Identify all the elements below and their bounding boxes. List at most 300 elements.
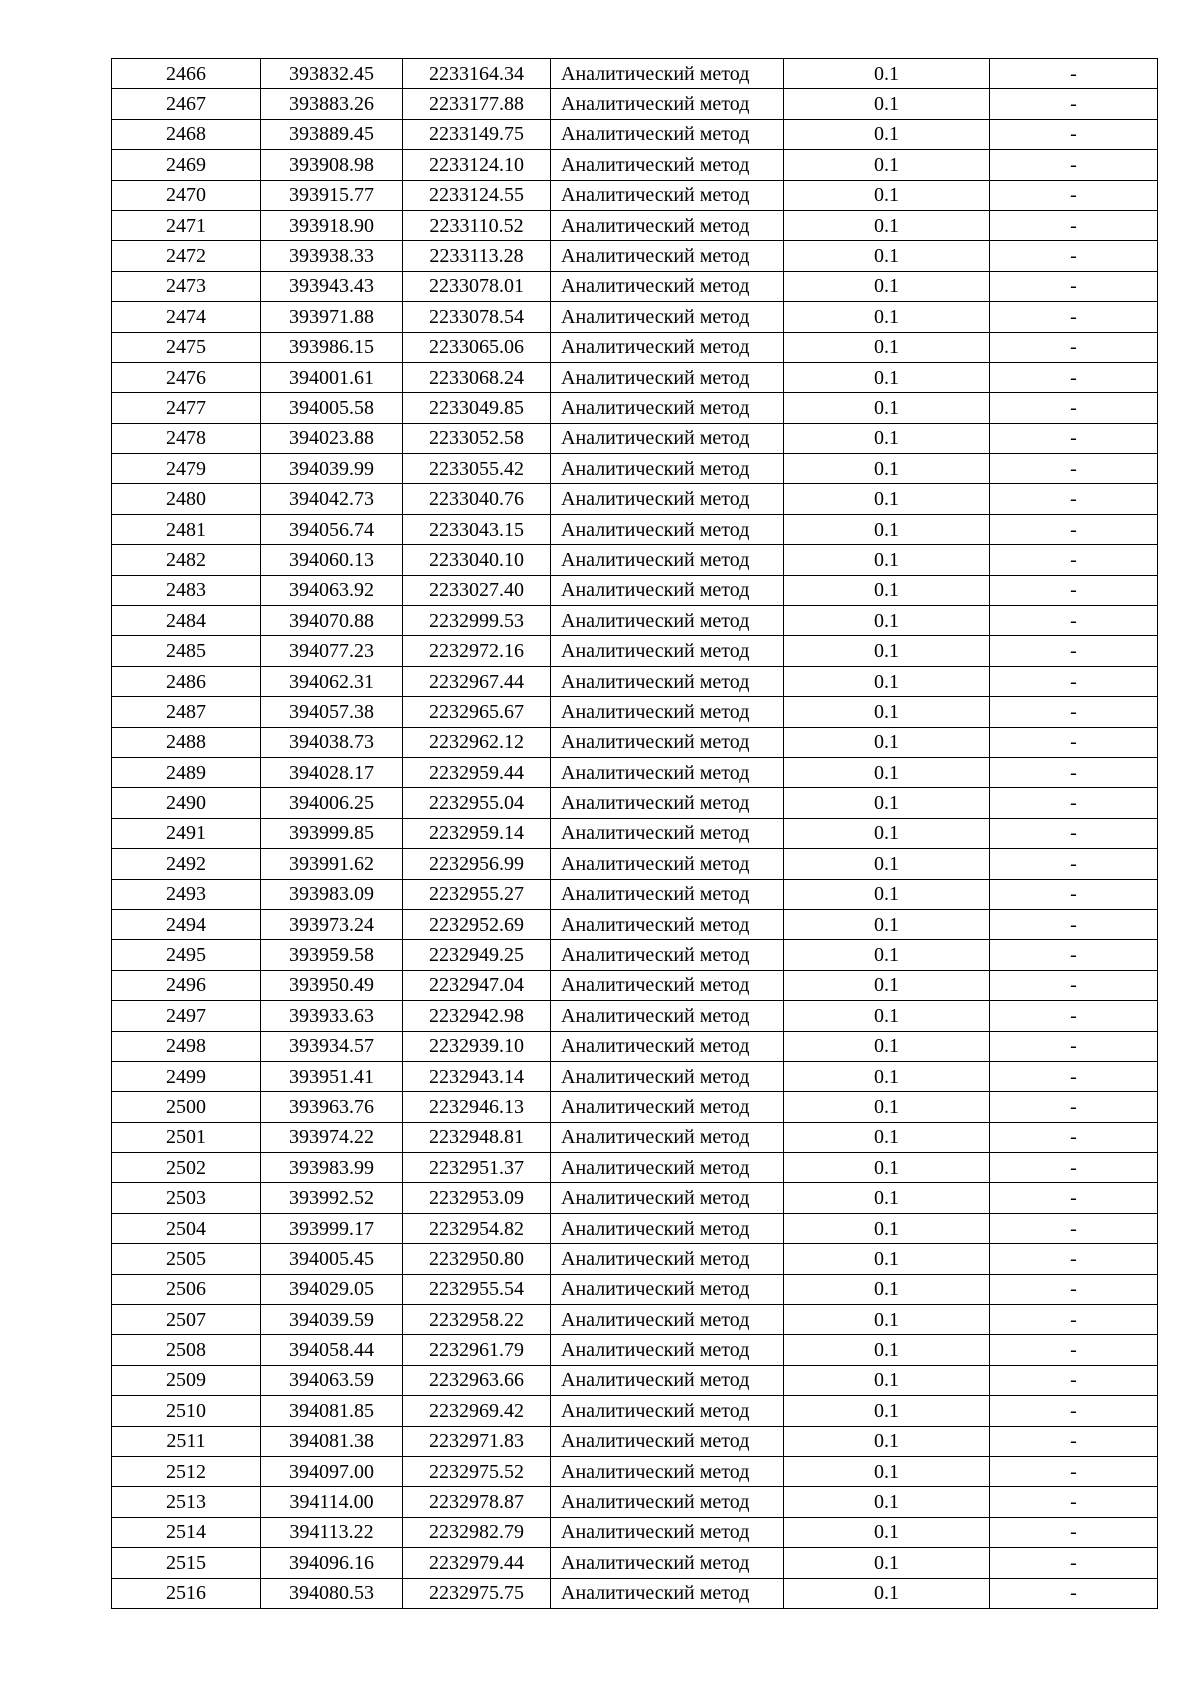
method-cell: Аналитический метод bbox=[551, 575, 784, 605]
description-cell: - bbox=[990, 332, 1158, 362]
description-cell: - bbox=[990, 1183, 1158, 1213]
point-number-cell: 2504 bbox=[112, 1213, 261, 1243]
accuracy-cell: 0.1 bbox=[784, 1335, 990, 1365]
x-coordinate-cell: 393918.90 bbox=[261, 210, 403, 240]
method-cell: Аналитический метод bbox=[551, 59, 784, 89]
x-coordinate-cell: 394081.85 bbox=[261, 1396, 403, 1426]
point-number-cell: 2516 bbox=[112, 1578, 261, 1608]
point-number-cell: 2510 bbox=[112, 1396, 261, 1426]
y-coordinate-cell: 2233124.55 bbox=[403, 180, 551, 210]
accuracy-cell: 0.1 bbox=[784, 1274, 990, 1304]
table-row bbox=[112, 879, 1158, 909]
x-coordinate-cell: 394042.73 bbox=[261, 484, 403, 514]
x-coordinate-cell: 393971.88 bbox=[261, 302, 403, 332]
x-coordinate-cell: 394039.59 bbox=[261, 1305, 403, 1335]
description-cell: - bbox=[990, 1001, 1158, 1031]
point-number-cell: 2490 bbox=[112, 788, 261, 818]
point-number-cell: 2496 bbox=[112, 970, 261, 1000]
y-coordinate-cell: 2233043.15 bbox=[403, 514, 551, 544]
x-coordinate-cell: 394028.17 bbox=[261, 757, 403, 787]
point-number-cell: 2478 bbox=[112, 423, 261, 453]
accuracy-cell: 0.1 bbox=[784, 636, 990, 666]
accuracy-cell: 0.1 bbox=[784, 788, 990, 818]
point-number-cell: 2506 bbox=[112, 1274, 261, 1304]
method-cell: Аналитический метод bbox=[551, 1122, 784, 1152]
point-number-cell: 2507 bbox=[112, 1305, 261, 1335]
y-coordinate-cell: 2232975.75 bbox=[403, 1578, 551, 1608]
y-coordinate-cell: 2232951.37 bbox=[403, 1153, 551, 1183]
table-row bbox=[112, 1122, 1158, 1152]
description-cell: - bbox=[990, 180, 1158, 210]
table-row bbox=[112, 727, 1158, 757]
x-coordinate-cell: 393951.41 bbox=[261, 1061, 403, 1091]
table-row bbox=[112, 1578, 1158, 1608]
accuracy-cell: 0.1 bbox=[784, 1305, 990, 1335]
description-cell: - bbox=[990, 636, 1158, 666]
y-coordinate-cell: 2233110.52 bbox=[403, 210, 551, 240]
description-cell: - bbox=[990, 1548, 1158, 1578]
method-cell: Аналитический метод bbox=[551, 1426, 784, 1456]
y-coordinate-cell: 2232943.14 bbox=[403, 1061, 551, 1091]
table-row bbox=[112, 1031, 1158, 1061]
point-number-cell: 2508 bbox=[112, 1335, 261, 1365]
y-coordinate-cell: 2233049.85 bbox=[403, 393, 551, 423]
method-cell: Аналитический метод bbox=[551, 302, 784, 332]
point-number-cell: 2482 bbox=[112, 545, 261, 575]
y-coordinate-cell: 2232948.81 bbox=[403, 1122, 551, 1152]
accuracy-cell: 0.1 bbox=[784, 666, 990, 696]
table-row bbox=[112, 1274, 1158, 1304]
y-coordinate-cell: 2233124.10 bbox=[403, 150, 551, 180]
x-coordinate-cell: 393883.26 bbox=[261, 89, 403, 119]
y-coordinate-cell: 2232955.04 bbox=[403, 788, 551, 818]
point-number-cell: 2476 bbox=[112, 362, 261, 392]
accuracy-cell: 0.1 bbox=[784, 1092, 990, 1122]
x-coordinate-cell: 393938.33 bbox=[261, 241, 403, 271]
method-cell: Аналитический метод bbox=[551, 1213, 784, 1243]
y-coordinate-cell: 2232956.99 bbox=[403, 849, 551, 879]
point-number-cell: 2466 bbox=[112, 59, 261, 89]
accuracy-cell: 0.1 bbox=[784, 393, 990, 423]
point-number-cell: 2503 bbox=[112, 1183, 261, 1213]
point-number-cell: 2474 bbox=[112, 302, 261, 332]
method-cell: Аналитический метод bbox=[551, 940, 784, 970]
x-coordinate-cell: 394062.31 bbox=[261, 666, 403, 696]
point-number-cell: 2471 bbox=[112, 210, 261, 240]
x-coordinate-cell: 394096.16 bbox=[261, 1548, 403, 1578]
y-coordinate-cell: 2232999.53 bbox=[403, 606, 551, 636]
y-coordinate-cell: 2232958.22 bbox=[403, 1305, 551, 1335]
method-cell: Аналитический метод bbox=[551, 1456, 784, 1486]
accuracy-cell: 0.1 bbox=[784, 1153, 990, 1183]
y-coordinate-cell: 2232971.83 bbox=[403, 1426, 551, 1456]
x-coordinate-cell: 393999.85 bbox=[261, 818, 403, 848]
table-row bbox=[112, 1183, 1158, 1213]
y-coordinate-cell: 2232963.66 bbox=[403, 1365, 551, 1395]
table-row bbox=[112, 818, 1158, 848]
accuracy-cell: 0.1 bbox=[784, 423, 990, 453]
y-coordinate-cell: 2232947.04 bbox=[403, 970, 551, 1000]
table-row bbox=[112, 1092, 1158, 1122]
y-coordinate-cell: 2232982.79 bbox=[403, 1517, 551, 1547]
method-cell: Аналитический метод bbox=[551, 1305, 784, 1335]
table-row bbox=[112, 119, 1158, 149]
point-number-cell: 2467 bbox=[112, 89, 261, 119]
accuracy-cell: 0.1 bbox=[784, 332, 990, 362]
description-cell: - bbox=[990, 454, 1158, 484]
table-row bbox=[112, 89, 1158, 119]
point-number-cell: 2500 bbox=[112, 1092, 261, 1122]
x-coordinate-cell: 394038.73 bbox=[261, 727, 403, 757]
accuracy-cell: 0.1 bbox=[784, 180, 990, 210]
description-cell: - bbox=[990, 1578, 1158, 1608]
method-cell: Аналитический метод bbox=[551, 970, 784, 1000]
table-row bbox=[112, 1548, 1158, 1578]
accuracy-cell: 0.1 bbox=[784, 271, 990, 301]
description-cell: - bbox=[990, 271, 1158, 301]
accuracy-cell: 0.1 bbox=[784, 970, 990, 1000]
table-body bbox=[112, 59, 1158, 1609]
point-number-cell: 2494 bbox=[112, 909, 261, 939]
description-cell: - bbox=[990, 484, 1158, 514]
method-cell: Аналитический метод bbox=[551, 1578, 784, 1608]
accuracy-cell: 0.1 bbox=[784, 909, 990, 939]
table-row bbox=[112, 666, 1158, 696]
method-cell: Аналитический метод bbox=[551, 1517, 784, 1547]
table-row bbox=[112, 210, 1158, 240]
accuracy-cell: 0.1 bbox=[784, 484, 990, 514]
accuracy-cell: 0.1 bbox=[784, 1061, 990, 1091]
description-cell: - bbox=[990, 849, 1158, 879]
point-number-cell: 2484 bbox=[112, 606, 261, 636]
method-cell: Аналитический метод bbox=[551, 210, 784, 240]
point-number-cell: 2477 bbox=[112, 393, 261, 423]
x-coordinate-cell: 394063.92 bbox=[261, 575, 403, 605]
point-number-cell: 2473 bbox=[112, 271, 261, 301]
table-row bbox=[112, 180, 1158, 210]
description-cell: - bbox=[990, 241, 1158, 271]
x-coordinate-cell: 394060.13 bbox=[261, 545, 403, 575]
y-coordinate-cell: 2233065.06 bbox=[403, 332, 551, 362]
y-coordinate-cell: 2233078.54 bbox=[403, 302, 551, 332]
description-cell: - bbox=[990, 210, 1158, 240]
method-cell: Аналитический метод bbox=[551, 1183, 784, 1213]
description-cell: - bbox=[990, 1487, 1158, 1517]
x-coordinate-cell: 394001.61 bbox=[261, 362, 403, 392]
accuracy-cell: 0.1 bbox=[784, 879, 990, 909]
method-cell: Аналитический метод bbox=[551, 1001, 784, 1031]
accuracy-cell: 0.1 bbox=[784, 89, 990, 119]
point-number-cell: 2479 bbox=[112, 454, 261, 484]
y-coordinate-cell: 2232946.13 bbox=[403, 1092, 551, 1122]
description-cell: - bbox=[990, 1274, 1158, 1304]
accuracy-cell: 0.1 bbox=[784, 1244, 990, 1274]
point-number-cell: 2475 bbox=[112, 332, 261, 362]
accuracy-cell: 0.1 bbox=[784, 1426, 990, 1456]
description-cell: - bbox=[990, 697, 1158, 727]
point-number-cell: 2511 bbox=[112, 1426, 261, 1456]
table-row bbox=[112, 514, 1158, 544]
method-cell: Аналитический метод bbox=[551, 484, 784, 514]
y-coordinate-cell: 2233040.10 bbox=[403, 545, 551, 575]
description-cell: - bbox=[990, 1456, 1158, 1486]
x-coordinate-cell: 394058.44 bbox=[261, 1335, 403, 1365]
accuracy-cell: 0.1 bbox=[784, 1396, 990, 1426]
x-coordinate-cell: 394006.25 bbox=[261, 788, 403, 818]
table-row bbox=[112, 1244, 1158, 1274]
x-coordinate-cell: 394070.88 bbox=[261, 606, 403, 636]
table-row bbox=[112, 241, 1158, 271]
table-row bbox=[112, 940, 1158, 970]
y-coordinate-cell: 2233052.58 bbox=[403, 423, 551, 453]
method-cell: Аналитический метод bbox=[551, 666, 784, 696]
accuracy-cell: 0.1 bbox=[784, 818, 990, 848]
x-coordinate-cell: 394113.22 bbox=[261, 1517, 403, 1547]
method-cell: Аналитический метод bbox=[551, 1335, 784, 1365]
accuracy-cell: 0.1 bbox=[784, 575, 990, 605]
y-coordinate-cell: 2232978.87 bbox=[403, 1487, 551, 1517]
point-number-cell: 2512 bbox=[112, 1456, 261, 1486]
point-number-cell: 2481 bbox=[112, 514, 261, 544]
accuracy-cell: 0.1 bbox=[784, 150, 990, 180]
point-number-cell: 2491 bbox=[112, 818, 261, 848]
description-cell: - bbox=[990, 575, 1158, 605]
table-row bbox=[112, 1335, 1158, 1365]
method-cell: Аналитический метод bbox=[551, 332, 784, 362]
table-row bbox=[112, 1487, 1158, 1517]
method-cell: Аналитический метод bbox=[551, 1396, 784, 1426]
description-cell: - bbox=[990, 1153, 1158, 1183]
x-coordinate-cell: 393950.49 bbox=[261, 970, 403, 1000]
x-coordinate-cell: 394063.59 bbox=[261, 1365, 403, 1395]
point-number-cell: 2470 bbox=[112, 180, 261, 210]
description-cell: - bbox=[990, 89, 1158, 119]
point-number-cell: 2515 bbox=[112, 1548, 261, 1578]
y-coordinate-cell: 2233149.75 bbox=[403, 119, 551, 149]
point-number-cell: 2509 bbox=[112, 1365, 261, 1395]
x-coordinate-cell: 393974.22 bbox=[261, 1122, 403, 1152]
point-number-cell: 2483 bbox=[112, 575, 261, 605]
method-cell: Аналитический метод bbox=[551, 1244, 784, 1274]
description-cell: - bbox=[990, 1365, 1158, 1395]
method-cell: Аналитический метод bbox=[551, 393, 784, 423]
accuracy-cell: 0.1 bbox=[784, 545, 990, 575]
point-number-cell: 2505 bbox=[112, 1244, 261, 1274]
accuracy-cell: 0.1 bbox=[784, 1122, 990, 1152]
description-cell: - bbox=[990, 362, 1158, 392]
point-number-cell: 2485 bbox=[112, 636, 261, 666]
accuracy-cell: 0.1 bbox=[784, 1578, 990, 1608]
y-coordinate-cell: 2232959.44 bbox=[403, 757, 551, 787]
table-row bbox=[112, 1061, 1158, 1091]
y-coordinate-cell: 2232939.10 bbox=[403, 1031, 551, 1061]
x-coordinate-cell: 393992.52 bbox=[261, 1183, 403, 1213]
method-cell: Аналитический метод bbox=[551, 727, 784, 757]
table-row bbox=[112, 697, 1158, 727]
table-row bbox=[112, 1456, 1158, 1486]
description-cell: - bbox=[990, 302, 1158, 332]
accuracy-cell: 0.1 bbox=[784, 606, 990, 636]
y-coordinate-cell: 2232979.44 bbox=[403, 1548, 551, 1578]
method-cell: Аналитический метод bbox=[551, 1153, 784, 1183]
y-coordinate-cell: 2233078.01 bbox=[403, 271, 551, 301]
method-cell: Аналитический метод bbox=[551, 454, 784, 484]
table-row bbox=[112, 575, 1158, 605]
point-number-cell: 2487 bbox=[112, 697, 261, 727]
description-cell: - bbox=[990, 666, 1158, 696]
y-coordinate-cell: 2232952.69 bbox=[403, 909, 551, 939]
x-coordinate-cell: 393983.99 bbox=[261, 1153, 403, 1183]
x-coordinate-cell: 394077.23 bbox=[261, 636, 403, 666]
table-row bbox=[112, 362, 1158, 392]
x-coordinate-cell: 394023.88 bbox=[261, 423, 403, 453]
x-coordinate-cell: 393934.57 bbox=[261, 1031, 403, 1061]
table-row bbox=[112, 271, 1158, 301]
y-coordinate-cell: 2232972.16 bbox=[403, 636, 551, 666]
y-coordinate-cell: 2233113.28 bbox=[403, 241, 551, 271]
method-cell: Аналитический метод bbox=[551, 89, 784, 119]
x-coordinate-cell: 394029.05 bbox=[261, 1274, 403, 1304]
point-number-cell: 2480 bbox=[112, 484, 261, 514]
accuracy-cell: 0.1 bbox=[784, 849, 990, 879]
y-coordinate-cell: 2232962.12 bbox=[403, 727, 551, 757]
table-row bbox=[112, 849, 1158, 879]
x-coordinate-cell: 394097.00 bbox=[261, 1456, 403, 1486]
method-cell: Аналитический метод bbox=[551, 697, 784, 727]
y-coordinate-cell: 2232961.79 bbox=[403, 1335, 551, 1365]
description-cell: - bbox=[990, 423, 1158, 453]
method-cell: Аналитический метод bbox=[551, 1548, 784, 1578]
y-coordinate-cell: 2232949.25 bbox=[403, 940, 551, 970]
y-coordinate-cell: 2233055.42 bbox=[403, 454, 551, 484]
table-row bbox=[112, 332, 1158, 362]
method-cell: Аналитический метод bbox=[551, 1365, 784, 1395]
y-coordinate-cell: 2232955.54 bbox=[403, 1274, 551, 1304]
table-row bbox=[112, 393, 1158, 423]
point-number-cell: 2498 bbox=[112, 1031, 261, 1061]
x-coordinate-cell: 394057.38 bbox=[261, 697, 403, 727]
y-coordinate-cell: 2233027.40 bbox=[403, 575, 551, 605]
method-cell: Аналитический метод bbox=[551, 545, 784, 575]
description-cell: - bbox=[990, 1061, 1158, 1091]
x-coordinate-cell: 393889.45 bbox=[261, 119, 403, 149]
method-cell: Аналитический метод bbox=[551, 1061, 784, 1091]
table-row bbox=[112, 484, 1158, 514]
point-number-cell: 2514 bbox=[112, 1517, 261, 1547]
x-coordinate-cell: 394114.00 bbox=[261, 1487, 403, 1517]
point-number-cell: 2468 bbox=[112, 119, 261, 149]
table-row bbox=[112, 606, 1158, 636]
accuracy-cell: 0.1 bbox=[784, 210, 990, 240]
x-coordinate-cell: 394080.53 bbox=[261, 1578, 403, 1608]
table-row bbox=[112, 788, 1158, 818]
x-coordinate-cell: 394005.58 bbox=[261, 393, 403, 423]
table-row bbox=[112, 636, 1158, 666]
table-row bbox=[112, 1517, 1158, 1547]
description-cell: - bbox=[990, 545, 1158, 575]
description-cell: - bbox=[990, 940, 1158, 970]
table-row bbox=[112, 1365, 1158, 1395]
x-coordinate-cell: 393983.09 bbox=[261, 879, 403, 909]
x-coordinate-cell: 393986.15 bbox=[261, 332, 403, 362]
point-number-cell: 2488 bbox=[112, 727, 261, 757]
description-cell: - bbox=[990, 1305, 1158, 1335]
method-cell: Аналитический метод bbox=[551, 636, 784, 666]
description-cell: - bbox=[990, 909, 1158, 939]
table-row bbox=[112, 970, 1158, 1000]
method-cell: Аналитический метод bbox=[551, 818, 784, 848]
accuracy-cell: 0.1 bbox=[784, 1213, 990, 1243]
table-row bbox=[112, 423, 1158, 453]
x-coordinate-cell: 393933.63 bbox=[261, 1001, 403, 1031]
description-cell: - bbox=[990, 879, 1158, 909]
table-row bbox=[112, 302, 1158, 332]
coordinates-table bbox=[111, 58, 1158, 1609]
description-cell: - bbox=[990, 514, 1158, 544]
accuracy-cell: 0.1 bbox=[784, 727, 990, 757]
x-coordinate-cell: 393959.58 bbox=[261, 940, 403, 970]
table-row bbox=[112, 1213, 1158, 1243]
method-cell: Аналитический метод bbox=[551, 514, 784, 544]
accuracy-cell: 0.1 bbox=[784, 1548, 990, 1578]
method-cell: Аналитический метод bbox=[551, 909, 784, 939]
y-coordinate-cell: 2233040.76 bbox=[403, 484, 551, 514]
description-cell: - bbox=[990, 1092, 1158, 1122]
table-row bbox=[112, 150, 1158, 180]
accuracy-cell: 0.1 bbox=[784, 454, 990, 484]
y-coordinate-cell: 2233068.24 bbox=[403, 362, 551, 392]
description-cell: - bbox=[990, 757, 1158, 787]
accuracy-cell: 0.1 bbox=[784, 241, 990, 271]
y-coordinate-cell: 2232975.52 bbox=[403, 1456, 551, 1486]
description-cell: - bbox=[990, 727, 1158, 757]
table-row bbox=[112, 909, 1158, 939]
y-coordinate-cell: 2232950.80 bbox=[403, 1244, 551, 1274]
point-number-cell: 2489 bbox=[112, 757, 261, 787]
method-cell: Аналитический метод bbox=[551, 879, 784, 909]
method-cell: Аналитический метод bbox=[551, 271, 784, 301]
description-cell: - bbox=[990, 1396, 1158, 1426]
table-row bbox=[112, 1153, 1158, 1183]
x-coordinate-cell: 393908.98 bbox=[261, 150, 403, 180]
description-cell: - bbox=[990, 1213, 1158, 1243]
accuracy-cell: 0.1 bbox=[784, 362, 990, 392]
table-row bbox=[112, 454, 1158, 484]
method-cell: Аналитический метод bbox=[551, 119, 784, 149]
x-coordinate-cell: 394056.74 bbox=[261, 514, 403, 544]
point-number-cell: 2497 bbox=[112, 1001, 261, 1031]
accuracy-cell: 0.1 bbox=[784, 1456, 990, 1486]
table-row bbox=[112, 1305, 1158, 1335]
accuracy-cell: 0.1 bbox=[784, 119, 990, 149]
accuracy-cell: 0.1 bbox=[784, 1001, 990, 1031]
description-cell: - bbox=[990, 150, 1158, 180]
y-coordinate-cell: 2232953.09 bbox=[403, 1183, 551, 1213]
point-number-cell: 2502 bbox=[112, 1153, 261, 1183]
accuracy-cell: 0.1 bbox=[784, 1031, 990, 1061]
x-coordinate-cell: 394005.45 bbox=[261, 1244, 403, 1274]
point-number-cell: 2472 bbox=[112, 241, 261, 271]
table-row bbox=[112, 1001, 1158, 1031]
point-number-cell: 2513 bbox=[112, 1487, 261, 1517]
accuracy-cell: 0.1 bbox=[784, 1517, 990, 1547]
table-row bbox=[112, 1396, 1158, 1426]
method-cell: Аналитический метод bbox=[551, 1274, 784, 1304]
method-cell: Аналитический метод bbox=[551, 606, 784, 636]
y-coordinate-cell: 2232955.27 bbox=[403, 879, 551, 909]
method-cell: Аналитический метод bbox=[551, 788, 784, 818]
table-row bbox=[112, 545, 1158, 575]
